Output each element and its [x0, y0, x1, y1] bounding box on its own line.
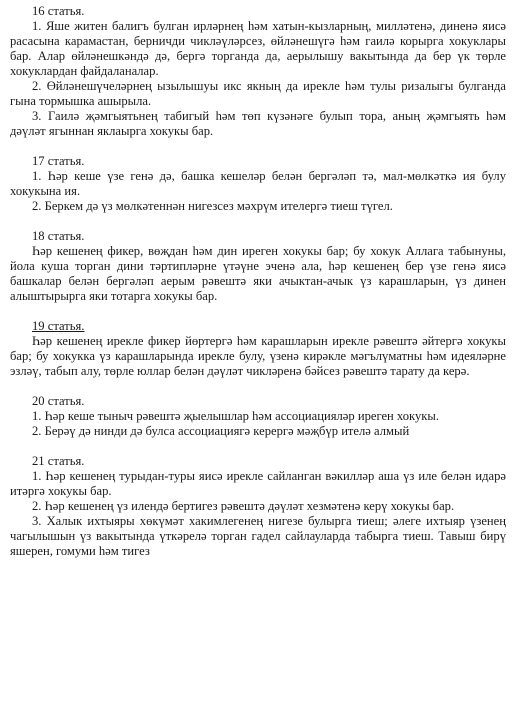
article-heading: 21 статья. — [32, 454, 85, 468]
document-page — [10, 4, 506, 574]
article-paragraph: 2. Өйләнешүчеләрнең ызылышуы икс якның да ирекле һәм тулы ризалыгы булганда гына тормышка ашырыла. — [10, 79, 506, 108]
article-section — [10, 154, 506, 214]
article-heading: 19 статья. — [32, 319, 85, 333]
article-section — [10, 454, 506, 559]
article-section — [10, 394, 506, 439]
article-paragraph: 3. Гаилә җәмгыятьнең табигый һәм төп күзәнәге булып тора, аның җәмгыять һәм дәүләт ягыннан яклаырга хокукы бар. — [10, 109, 506, 138]
article-paragraph: 1. Яше житен балигъ булган ирләрнең һәм хатын-кызларның, милләтенә, диненә яисә расасына карамастан, берничди чикләүләрсез, өйләнешүгә һәм гаилә корырга хокуклары бар. Алар өйләнешкәндә дә, бергә торганда да, аерылышу вакытында да бер үк төрле хокуклардан файдаланалар. — [10, 19, 506, 78]
article-paragraph: 1. Һәр кешенең турыдан-туры яисә ирекле сайланган вәкилләр аша үз иле белән идарә итәргә хокукы бар. — [10, 469, 506, 498]
article-section — [10, 4, 506, 139]
article-paragraph: 1. Һәр кеше үзе генә дә, башка кешеләр белән бергәләп тә, мал-мөлкәткә ия булу хокукына ия. — [10, 169, 506, 198]
article-heading: 16 статья. — [32, 4, 85, 18]
article-paragraph: Һәр кешенең фикер, вөҗдан һәм дин иреген хокукы бар; бу хокук Аллага табынуны, йола куша торган дини тәртипләрне үтәүне эченә ала, һәр кешенең бер үзе генә яисә башкалар белән бергәләп аерым рәвештә яки ачыктан-ачык үз карашларын, үз динен алыштырырга яки тотарга хокукы бар. — [10, 244, 506, 303]
article-heading: 20 статья. — [32, 394, 85, 408]
article-section — [10, 319, 506, 379]
article-section — [10, 229, 506, 304]
article-paragraph: 2. Һәр кешенең үз илендә бертигез рәвештә дәүләт хезмәтенә керү хокукы бар. — [32, 499, 455, 513]
article-paragraph: 2. Берәү дә нинди дә булса ассоциациягә керергә мәҗбүр ителә алмый — [32, 424, 410, 438]
article-paragraph: 1. Һәр кеше тыныч рәвештә җыелышлар һәм ассоциацияләр иреген хокукы. — [32, 409, 440, 423]
article-paragraph: 2. Беркем дә үз мөлкәтеннән нигезсез мәхрүм ителергә тиеш түгел. — [32, 199, 393, 213]
article-heading: 18 статья. — [32, 229, 85, 243]
article-paragraph: 3. Халык ихтыяры хөкүмәт хакимлегенең нигезе булырга тиеш; әлеге ихтыяр үзенең чагылышын үз вакытында үткәрелә торган гадел сайлауларда табырга тиеш. Тавыш бирү яшерен, гомуми һәм тигез — [10, 514, 506, 558]
article-heading: 17 статья. — [32, 154, 85, 168]
article-paragraph: Һәр кешенең ирекле фикер йөртергә һәм карашларын ирекле рәвештә әйтергә хокукы бар; бу хокукка үз карашларында ирекле булу, үзенә кирәкле мәгълүматны һәм идеяләрне эзләү, табып алу, төрле юллар белән дәүләт чикләренә бәйсез рәвештә тарату да керә. — [10, 334, 506, 378]
